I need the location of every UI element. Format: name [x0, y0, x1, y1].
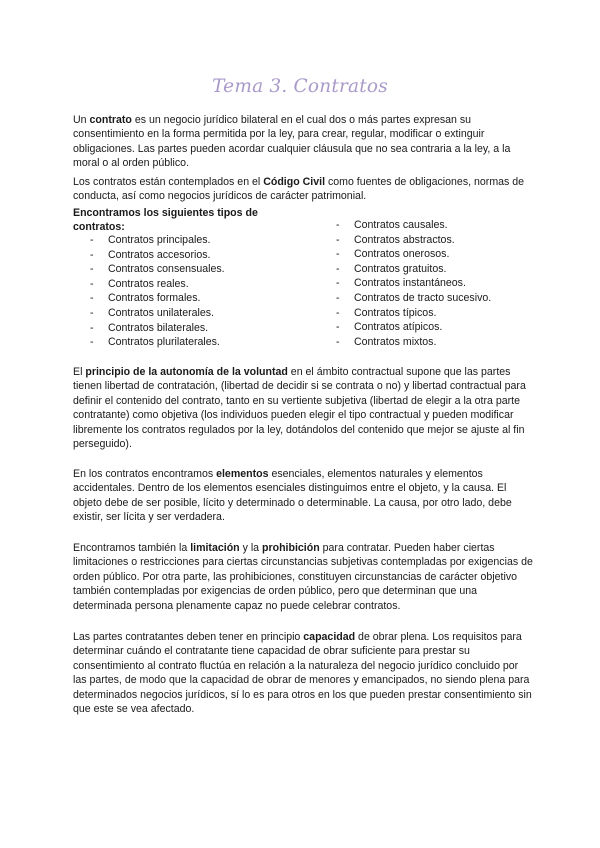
text: Un — [73, 114, 90, 126]
contract-type-item: - Contratos onerosos. — [336, 247, 491, 262]
contract-type-item: - Contratos bilaterales. — [90, 321, 225, 336]
contract-type-item: - Contratos unilaterales. — [90, 306, 225, 321]
contract-type-item: - Contratos de tracto sucesivo. — [336, 291, 491, 306]
text: en el ámbito contractual supone que las partes tienen libertad de contratación, (libertad de decidir si se contrata o no) y libertad contractual para definir el contenido del contrato, tanto en su vertiente subjetiva (libertad de elegir a la otra parte contratante) como objetiva (los individuos pueden elegir el tipo contractual y pueden modificar libremente los contratos regulados por la ley, dotándolos del contenido que mejor se ajuste al fin perseguido). — [73, 366, 526, 451]
text: esenciales, elementos naturales y elementos accidentales. Dentro de los elementos esenciales distinguimos entre el objeto, y la causa. El objeto debe de ser posible, lícito y determinado o determinable. La causa, por otro lado, debe existir, ser lícita y ser verdadera. — [73, 468, 512, 524]
page-title: Tema 3. Contratos — [212, 76, 388, 97]
contract-type-item: - Contratos plurilaterales. — [90, 335, 225, 350]
paragraph-codigo-civil — [73, 175, 533, 204]
paragraph-capacidad — [73, 630, 533, 716]
paragraph-limitacion — [73, 541, 533, 613]
contract-type-item: - Contratos gratuitos. — [336, 262, 491, 277]
contract-type-item: - Contratos mixtos. — [336, 335, 491, 350]
bold-term: elementos — [216, 468, 269, 480]
paragraph-elementos — [73, 467, 533, 525]
text: Encontramos también la — [73, 542, 191, 554]
bold-term: principio de la autonomía de la voluntad — [85, 366, 288, 378]
contract-types-right-list — [336, 218, 491, 349]
bold-term: Código Civil — [263, 176, 326, 188]
contract-type-item: - Contratos accesorios. — [90, 248, 225, 263]
contract-type-item: - Contratos abstractos. — [336, 233, 491, 248]
text: es un negocio jurídico bilateral en el cual dos o más partes expresan su consentimiento en la forma permitida por la ley, para crear, regular, modificar o extinguir obligaciones. Las partes pueden acordar cualquier cláusula que no sea contraria a la ley, a la moral o al orden público. — [73, 114, 511, 170]
contract-type-item: - Contratos causales. — [336, 218, 491, 233]
contract-type-item: - Contratos reales. — [90, 277, 225, 292]
text: Los contratos están contemplados en el — [73, 176, 264, 188]
text: En los contratos encontramos — [73, 468, 217, 480]
contract-type-item: - Contratos atípicos. — [336, 320, 491, 335]
paragraph-definicion — [73, 113, 533, 171]
contract-type-item: - Contratos instantáneos. — [336, 276, 491, 291]
bold-term: capacidad — [303, 631, 356, 643]
types-heading: Encontramos los siguientes tipos de contratos: — [73, 207, 258, 234]
contract-type-item: - Contratos principales. — [90, 233, 225, 248]
bold-term: contrato — [89, 114, 132, 126]
text: y la — [239, 542, 263, 554]
bold-term: prohibición — [262, 542, 320, 554]
text: como fuentes de obligaciones, normas de conducta, así como negocios jurídicos de carácter patrimonial. — [73, 176, 525, 203]
text: El — [73, 366, 86, 378]
contract-types-left-list — [90, 233, 225, 350]
paragraph-autonomia — [73, 365, 533, 451]
text: de obrar plena. Los requisitos para determinar cuándo el contratante tiene capacidad de obrar suficiente para prestar su consentimiento al contrato fluctúa en relación a la naturaleza del negocio jurídico concluido por las partes, de modo que la capacidad de obrar de menores y emancipados, no siendo plena para determinados negocios jurídicos, sí lo es para otros en los que pueden prestar consentimiento sin que este se vea afectado. — [73, 631, 532, 716]
bold-term: limitación — [190, 542, 240, 554]
text: Las partes contratantes deben tener en principio — [73, 631, 304, 643]
contract-type-item: - Contratos consensuales. — [90, 262, 225, 277]
contract-type-item: - Contratos formales. — [90, 291, 225, 306]
text: para contratar. Pueden haber ciertas limitaciones o restricciones para ciertas circunstancias subjetivas contempladas por exigencias de orden público. Por otra parte, las prohibiciones, constituyen circunstancias de carácter objetivo también contempladas por exigencias de orden público, pero que determinan que una determinada persona plenamente capaz no puede celebrar contratos. — [73, 542, 533, 612]
contract-type-item: - Contratos típicos. — [336, 306, 491, 321]
